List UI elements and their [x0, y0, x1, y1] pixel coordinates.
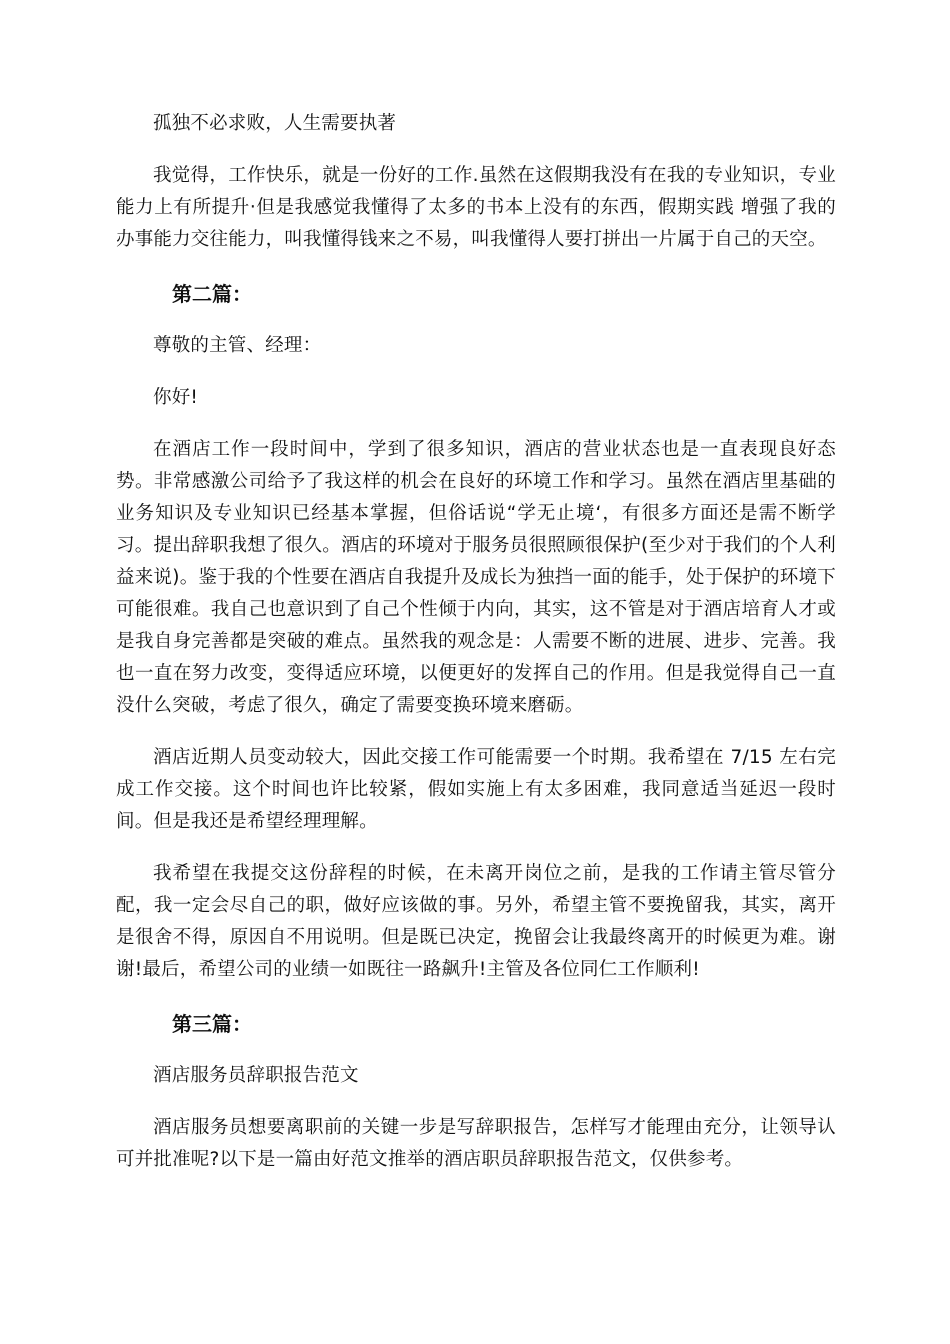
paragraph-motto: 孤独不必求败，人生需要执著 — [153, 113, 397, 134]
article-title: 酒店服务员辞职报告范文 — [153, 1065, 359, 1086]
paragraph-intro: 酒店服务员想要离职前的关键一步是写辞职报告，怎样写才能理由充分，让领导认可并批准呢?以下是一篇由好范文推举的酒店职员辞职报告范文，仅供参考。 — [116, 1117, 836, 1170]
document-body — [116, 108, 836, 1176]
paragraph-work-reflection: 我觉得，工作快乐，就是一份好的工作.虽然在这假期我没有在我的专业知识，专业能力上有所提升·但是我感觉我懂得了太多的书本上没有的东西，假期实践 增强了我的办事能力交往能力，叫我懂得钱来之不易，叫我懂得人要打拼出一片属于自己的天空。 — [116, 165, 836, 250]
salutation: 尊敬的主管、经理： — [153, 335, 322, 356]
section-heading-second: 第二篇： — [172, 282, 252, 306]
paragraph-resignation-reason: 在酒店工作一段时间中，学到了很多知识，酒店的营业状态也是一直表现良好态势。非常感激公司给予了我这样的机会在良好的环境工作和学习。虽然在酒店里基础的业务知识及专业知识已经基本掌握，但俗话说“学无止境‘，有很多方面还是需不断学习。提出辞职我想了很久。酒店的环境对于服务员很照顾很保护(至少对于我们的个人利益来说)。鉴于我的个性要在酒店自我提升及成长为独挡一面的能手，处于保护的环境下可能很难。我自己也意识到了自己个性倾于内向，其实，这不管是对于酒店培育人才或是我自身完善都是突破的难点。虽然我的观念是：人需要不断的进展、进步、完善。我也一直在努力改变，变得适应环境，以便更好的发挥自己的作用。但是我觉得自己一直没什么突破，考虑了很久，确定了需要变换环境来磨砺。 — [116, 439, 836, 716]
greeting: 你好! — [153, 387, 199, 408]
paragraph-closing: 我希望在我提交这份辞程的时候，在未离开岗位之前，是我的工作请主管尽管分配，我一定会尽自己的职，做好应该做的事。另外，希望主管不要挽留我，其实，离开是很舍不得，原因自不用说明。但是既已决定，挽留会让我最终离开的时候更为难。谢谢!最后，希望公司的业绩一如既往一路飙升!主管及各位同仁工作顺利! — [116, 863, 836, 980]
paragraph-handover: 酒店近期人员变动较大，因此交接工作可能需要一个时期。我希望在 7/15 左右完成工作交接。这个时间也许比较紧，假如实施上有太多困难，我同意适当延迟一段时间。但是我还是希望经理理解。 — [116, 747, 836, 832]
section-heading-third: 第三篇： — [172, 1012, 252, 1036]
